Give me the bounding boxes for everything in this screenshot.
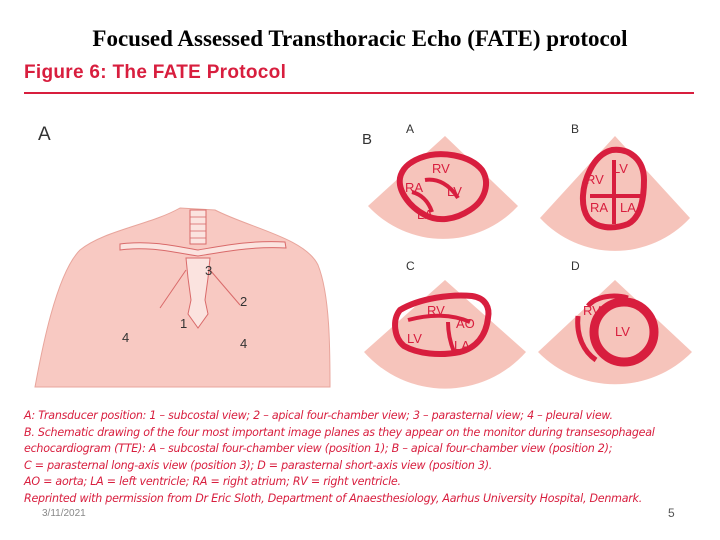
view-c-lv-label: LV <box>407 331 422 346</box>
figure-title: Figure 6: The FATE Protocol <box>24 62 287 83</box>
view-a-ra-label: RA <box>405 180 424 195</box>
slide-title: Focused Assessed Transthoracic Echo (FATE) protocol <box>92 26 628 51</box>
position-4-left-label: 4 <box>122 330 130 345</box>
view-b-apical <box>540 122 690 251</box>
view-d-label: D <box>571 259 580 273</box>
view-c-rv-label: RV <box>427 303 445 318</box>
panel-b-label: B <box>362 131 373 148</box>
torso-silhouette <box>35 208 330 387</box>
caption-line: AO = aorta; LA = left ventricle; RA = right atrium; RV = right ventricle. <box>24 475 401 489</box>
fate-figure <box>0 100 720 400</box>
view-a-lv-label: LV <box>447 184 462 199</box>
view-b-rv-label: RV <box>586 172 604 187</box>
view-a-subcostal <box>368 122 518 239</box>
view-d-rv-label: RV <box>583 303 601 318</box>
caption-line: A: Transducer position: 1 – subcostal view; 2 – apical four-chamber view; 3 – parasternal view; 4 – pleural view. <box>24 409 613 422</box>
position-4-right-label: 4 <box>240 336 248 351</box>
position-2-label: 2 <box>240 294 248 309</box>
view-d-psax <box>538 259 692 384</box>
slide-date: 3/11/2021 <box>42 508 86 519</box>
view-b-ra-label: RA <box>590 200 609 215</box>
panel-a-label: A <box>38 124 51 145</box>
position-1-label: 1 <box>180 316 188 331</box>
view-b-la-label: LA <box>620 200 636 215</box>
page-number: 5 <box>668 506 675 520</box>
caption-line: Reprinted with permission from Dr Eric Sloth, Department of Anaesthesiology, Aarhus University Hospital, Denmark. <box>24 491 643 505</box>
position-3-label: 3 <box>205 263 213 278</box>
figure-caption <box>24 408 704 508</box>
view-d-lv-label: LV <box>615 324 630 339</box>
view-c-la-label: LA <box>454 338 470 353</box>
view-a-label: A <box>406 122 415 136</box>
panel-a <box>35 124 330 387</box>
view-c-plax <box>364 259 526 389</box>
caption-line: echocardiogram (TTE): A – subcostal four-chamber view (position 1); B – apical four-chamber view (position 2); <box>24 442 613 456</box>
caption-line: B. Schematic drawing of the four most important image planes as they appear on the monitor during transesophageal <box>24 425 655 439</box>
caption-line: C = parasternal long-axis view (position 3); D = parasternal short-axis view (position 3). <box>24 458 493 472</box>
view-b-lv-label: LV <box>613 161 628 176</box>
trachea-icon <box>190 210 206 244</box>
figure-title-rule <box>24 92 694 94</box>
view-b-label: B <box>571 122 580 136</box>
view-c-label: C <box>406 259 415 273</box>
view-a-rv-label: RV <box>432 161 450 176</box>
panel-b <box>362 122 692 389</box>
view-a-la-label: LA <box>417 207 433 222</box>
view-c-ao-label: AO <box>456 316 475 331</box>
